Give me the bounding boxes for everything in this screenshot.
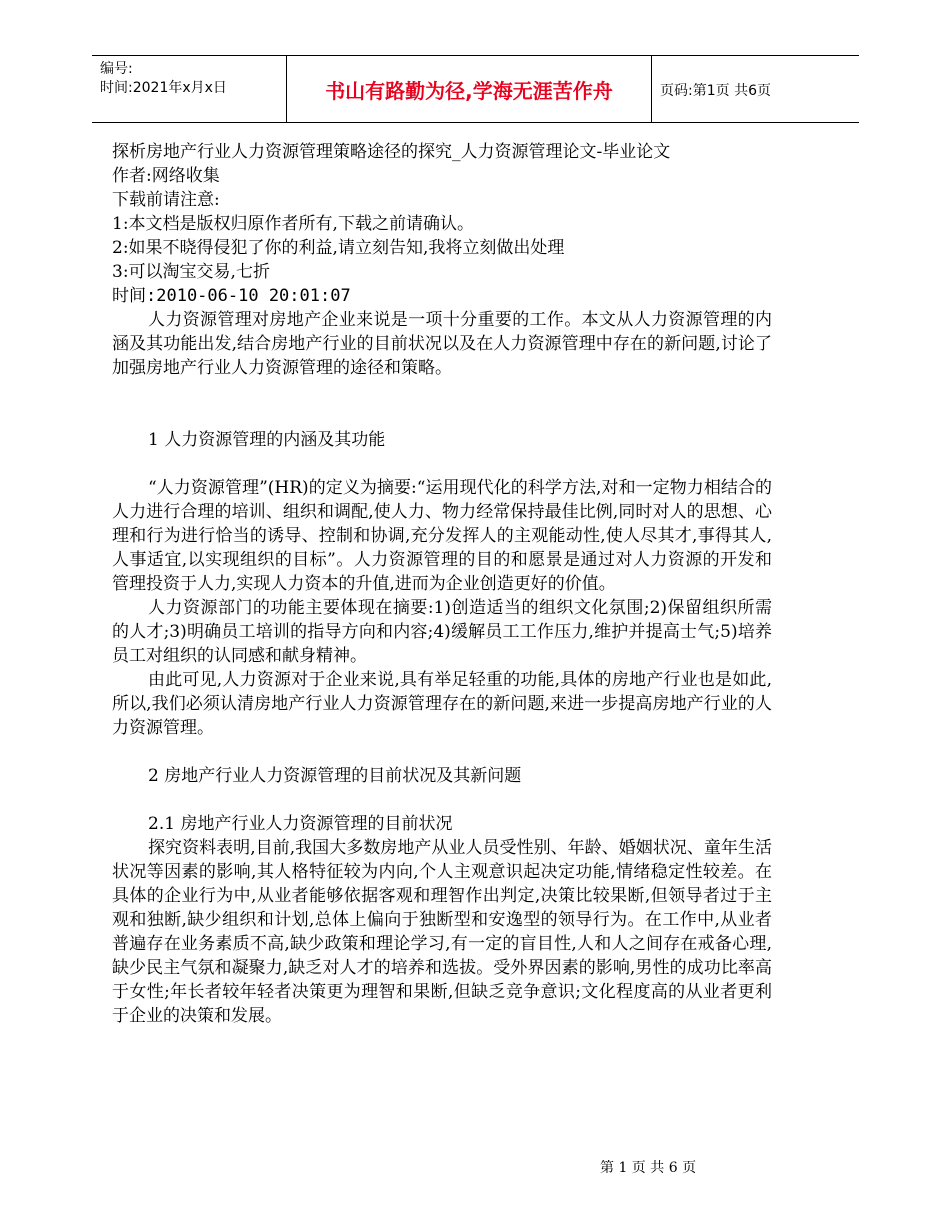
document-body [112, 140, 772, 1028]
abstract-paragraph: 人力资源管理对房地产企业来说是一项十分重要的工作。本文从人力资源管理的内涵及其功能出发,结合房地产行业的目前状况以及在人力资源管理中存在的新问题,讨论了加强房地产行业人力资源管理的途径和策略。 [112, 310, 772, 378]
section-heading: 2 房地产行业人力资源管理的目前状况及其新问题 [148, 766, 522, 786]
notice-heading: 下载前请注意: [112, 190, 220, 210]
body-paragraph: 人力资源部门的功能主要体现在摘要:1)创造适当的组织文化氛围;2)保留组织所需的人才;3)明确员工培训的指导方向和内容;4)缓解员工工作压力,维护并提高士气;5)培养员工对组织的认同感和献身精神。 [112, 598, 772, 666]
document-timestamp: 时间:2010-06-10 20:01:07 [112, 286, 351, 306]
header-page-info: 页码:第1页 共6页 [660, 83, 771, 99]
notice-item: 2:如果不晓得侵犯了你的利益,请立刻告知,我将立刻做出处理 [112, 238, 565, 258]
document-number-label: 编号: [100, 61, 133, 77]
document-title: 探析房地产行业人力资源管理策略途径的探究_人力资源管理论文-毕业论文 [112, 142, 671, 162]
document-time-label: 时间:2021年x月x日 [100, 80, 227, 96]
body-paragraph: 由此可见,人力资源对于企业来说,具有举足轻重的功能,具体的房地产行业也是如此,所以,我们必须认清房地产行业人力资源管理存在的新问题,来进一步提高房地产行业的人力资源管理。 [112, 670, 772, 738]
body-paragraph: 探究资料表明,目前,我国大多数房地产从业人员受性别、年龄、婚姻状况、童年生活状况等因素的影响,其人格特征较为内向,个人主观意识起决定功能,情绪稳定性较差。在具体的企业行为中,从业者能够依据客观和理智作出判定,决策比较果断,但领导者过于主观和独断,缺少组织和计划,总体上偏向于独断型和安逸型的领导行为。在工作中,从业者普遍存在业务素质不高,缺少政策和理论学习,有一定的盲目性,人和人之间存在戒备心理,缺少民主气氛和凝聚力,缺乏对人才的培养和选拔。受外界因素的影响,男性的成功比率高于女性;年长者较年轻者决策更为理智和果断,但缺乏竞争意识;文化程度高的从业者更利于企业的决策和发展。 [112, 838, 772, 1026]
document-author: 作者:网络收集 [112, 166, 220, 186]
notice-item: 1:本文档是版权归原作者所有,下载之前请确认。 [112, 214, 474, 234]
subsection-heading: 2.1 房地产行业人力资源管理的目前状况 [148, 814, 453, 834]
page-header [92, 55, 859, 123]
notice-item: 3:可以淘宝交易,七折 [112, 262, 270, 282]
header-meta [100, 60, 227, 98]
body-paragraph: “人力资源管理”(HR)的定义为摘要:“运用现代化的科学方法,对和一定物力相结合的人力进行合理的培训、组织和调配,使人力、物力经常保持最佳比例,同时对人的思想、心理和行为进行恰当的诱导、控制和协调,充分发挥人的主观能动性,使人尽其才,事得其人,人事适宜,以实现组织的目标”。人力资源管理的目的和愿景是通过对人力资源的开发和管理投资于人力,实现人力资本的升值,进而为企业创造更好的价值。 [112, 478, 772, 594]
section-heading: 1 人力资源管理的内涵及其功能 [148, 430, 386, 450]
header-motto: 书山有路勤为径,学海无涯苦作舟 [286, 56, 652, 122]
page-footer: 第 1 页 共 6 页 [600, 1160, 697, 1176]
